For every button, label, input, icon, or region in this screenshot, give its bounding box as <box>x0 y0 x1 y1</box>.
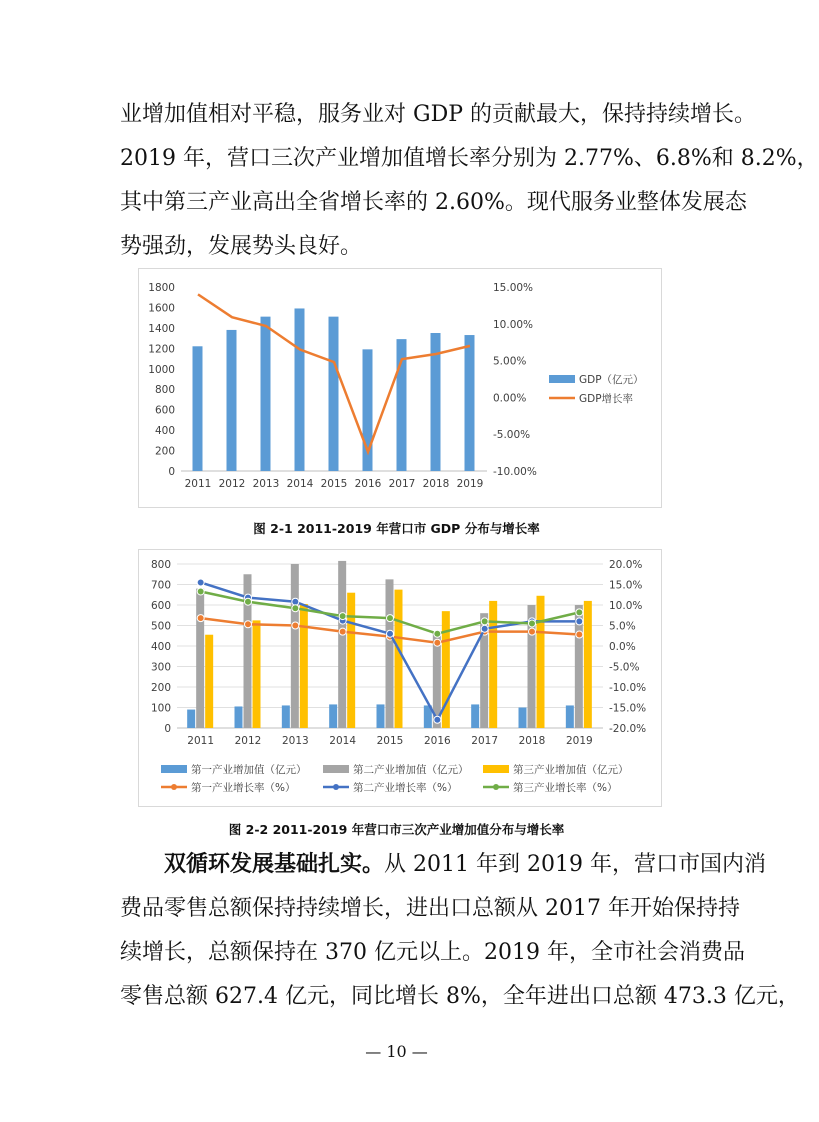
x-tick-label: 2016 <box>354 478 382 490</box>
line-point <box>292 605 299 612</box>
bar <box>227 330 237 471</box>
figure-caption-2: 图 2-2 2011-2019 年营口市三次产业增加值分布与增长率 <box>228 822 565 837</box>
right-tick-label: -5.0% <box>609 661 640 674</box>
paragraph-line: 其中第三产业高出全省增长率的 2.60%。现代服务业整体发展态 <box>120 190 747 215</box>
line-point <box>245 621 252 628</box>
left-tick-label: 0 <box>168 466 175 478</box>
bar <box>489 601 497 728</box>
left-tick-label: 1200 <box>148 343 175 356</box>
left-tick-label: 600 <box>150 600 171 612</box>
right-tick-label: 5.0% <box>609 620 636 633</box>
legend-label: 第三产业增加值（亿元） <box>513 764 629 776</box>
x-tick-label: 2017 <box>388 478 416 490</box>
left-tick-label: 1000 <box>148 363 175 376</box>
left-tick-label: 800 <box>150 559 171 571</box>
left-tick-label: 200 <box>150 682 171 694</box>
legend-swatch <box>161 765 187 773</box>
bar <box>566 705 574 728</box>
paragraph-line: 零售总额 627.4 亿元，同比增长 8%，全年进出口总额 473.3 亿元， <box>120 984 800 1009</box>
legend-label: GDP（亿元） <box>579 374 644 386</box>
x-tick-label: 2015 <box>320 478 348 490</box>
left-tick-label: 100 <box>150 702 171 715</box>
left-tick-label: 800 <box>154 384 175 397</box>
right-tick-label: 10.0% <box>609 600 643 612</box>
legend-label: GDP增长率 <box>579 393 634 405</box>
legend-marker <box>171 784 177 790</box>
bar <box>338 561 346 728</box>
line-point <box>339 628 346 635</box>
line-point <box>529 620 536 627</box>
x-tick-label: 2014 <box>286 478 314 490</box>
paragraph-line: 2019 年，营口三次产业增加值增长率分别为 2.77%、6.8%和 8.2%， <box>120 146 819 171</box>
right-tick-label: -5.00% <box>493 429 531 442</box>
paragraph-line: 续增长，总额保持在 370 亿元以上。2019 年，全市社会消费品 <box>120 940 745 965</box>
bar <box>235 706 243 728</box>
paragraph-text: 从 2011 年到 2019 年，营口市国内消 <box>384 852 766 877</box>
bar <box>329 704 337 728</box>
bar <box>395 590 403 728</box>
x-tick-label: 2017 <box>471 735 499 747</box>
x-tick-label: 2011 <box>187 735 215 747</box>
legend-label: 第一产业增加值（亿元） <box>191 764 307 776</box>
left-tick-label: 1400 <box>148 322 175 335</box>
paragraph-line: 业增加值相对平稳，服务业对 GDP 的贡献最大，保持持续增长。 <box>120 102 757 127</box>
legend-label: 第三产业增长率（%） <box>513 782 618 794</box>
bar <box>386 579 394 728</box>
bar <box>347 593 355 728</box>
left-tick-label: 200 <box>154 445 175 458</box>
bar <box>300 604 308 728</box>
right-tick-label: -10.00% <box>493 466 537 478</box>
bar <box>205 635 213 728</box>
line-point <box>387 615 394 622</box>
x-tick-label: 2016 <box>423 735 451 747</box>
gdp-chart <box>138 268 662 508</box>
right-tick-label: 5.00% <box>493 355 527 368</box>
right-tick-label: -15.0% <box>609 702 647 715</box>
legend-swatch <box>549 375 575 383</box>
line-point <box>197 588 204 595</box>
line-point <box>197 579 204 586</box>
x-tick-label: 2019 <box>565 735 593 747</box>
bar <box>196 589 204 728</box>
x-tick-label: 2013 <box>252 478 280 490</box>
bar <box>471 704 479 728</box>
right-tick-label: 0.0% <box>609 641 636 653</box>
line-point <box>529 628 536 635</box>
bar <box>377 704 385 728</box>
left-tick-label: 400 <box>150 641 171 653</box>
industry-chart <box>138 549 662 807</box>
line-point <box>292 598 299 605</box>
left-tick-label: 300 <box>150 661 171 674</box>
x-tick-label: 2019 <box>456 478 484 490</box>
bar <box>291 564 299 728</box>
bar <box>465 335 475 471</box>
line-point <box>197 615 204 622</box>
line-point <box>481 618 488 625</box>
line-point <box>387 630 394 637</box>
legend-marker <box>493 784 499 790</box>
x-tick-label: 2018 <box>518 735 546 747</box>
left-tick-label: 400 <box>154 425 175 438</box>
line-point <box>576 618 583 625</box>
bar <box>187 710 195 728</box>
paragraph-line: 势强劲，发展势头良好。 <box>120 234 363 259</box>
line-point <box>434 716 441 723</box>
line-point <box>434 639 441 646</box>
left-tick-label: 1800 <box>148 282 175 294</box>
legend-label: 第二产业增长率（%） <box>353 782 458 794</box>
bar <box>295 308 305 471</box>
x-tick-label: 2013 <box>281 735 309 747</box>
bar <box>519 708 527 729</box>
line-point <box>245 598 252 605</box>
paragraph-line <box>120 843 766 887</box>
x-tick-label: 2012 <box>218 478 246 490</box>
bar <box>329 317 339 471</box>
left-tick-label: 1600 <box>148 302 175 315</box>
left-tick-label: 0 <box>164 723 171 735</box>
line-point <box>434 630 441 637</box>
legend-label: 第二产业增加值（亿元） <box>353 764 469 776</box>
x-tick-label: 2015 <box>376 735 404 747</box>
legend-swatch <box>323 765 349 773</box>
left-tick-label: 500 <box>150 620 171 633</box>
bar <box>537 596 545 728</box>
x-tick-label: 2014 <box>329 735 357 747</box>
bar <box>253 620 261 728</box>
left-tick-label: 600 <box>154 404 175 417</box>
paragraph-heading: 双循环发展基础扎实。 <box>164 852 385 877</box>
bar <box>584 601 592 728</box>
legend-swatch <box>483 765 509 773</box>
line-point <box>292 622 299 629</box>
left-tick-label: 700 <box>150 579 171 592</box>
paragraph-bottom <box>120 843 800 1019</box>
bar <box>261 317 271 471</box>
right-tick-label: -10.0% <box>609 682 647 694</box>
right-tick-label: 15.0% <box>609 579 643 592</box>
paragraph-top <box>120 93 819 269</box>
right-tick-label: 20.0% <box>609 559 643 571</box>
line-point <box>339 613 346 620</box>
legend-label: 第一产业增长率（%） <box>191 782 296 794</box>
x-tick-label: 2012 <box>234 735 262 747</box>
page-number: — 10 — <box>365 1042 428 1061</box>
line-point <box>481 625 488 632</box>
line-point <box>576 631 583 638</box>
right-tick-label: 0.00% <box>493 392 527 405</box>
right-tick-label: -20.0% <box>609 723 647 735</box>
industry-chart-svg <box>139 550 661 806</box>
legend-marker <box>333 784 339 790</box>
figure-caption-1: 图 2-1 2011-2019 年营口市 GDP 分布与增长率 <box>253 521 540 536</box>
gdp-chart-svg <box>139 269 661 507</box>
right-tick-label: 15.00% <box>493 282 534 294</box>
x-tick-label: 2011 <box>184 478 212 490</box>
bar <box>193 346 203 471</box>
bar <box>282 705 290 728</box>
line-point <box>576 609 583 616</box>
paragraph-line: 费品零售总额保持持续增长，进出口总额从 2017 年开始保持持 <box>120 896 740 921</box>
right-tick-label: 10.00% <box>493 318 534 331</box>
x-tick-label: 2018 <box>422 478 450 490</box>
